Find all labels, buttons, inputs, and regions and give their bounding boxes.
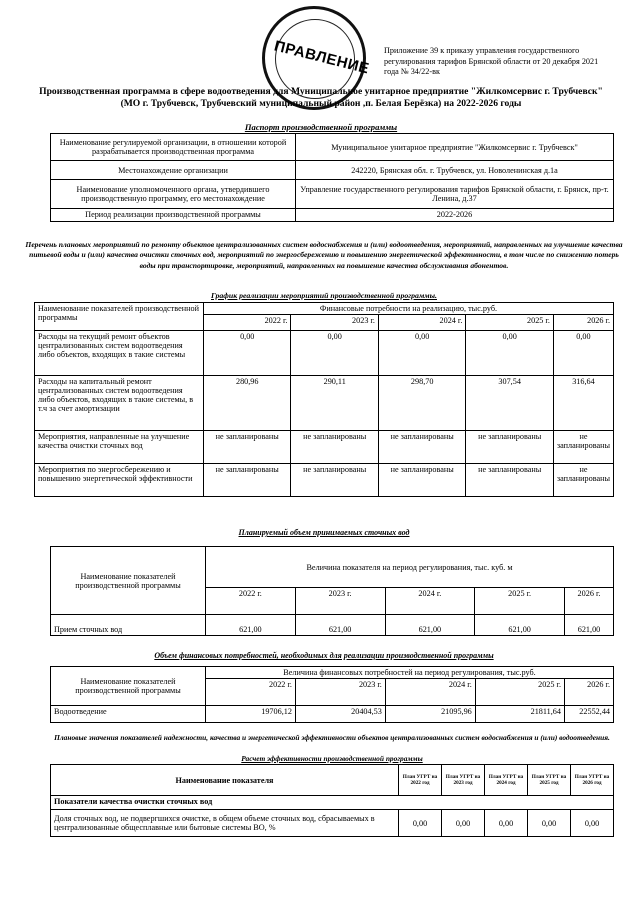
finance-table xyxy=(50,666,614,723)
table-row xyxy=(51,180,614,209)
measures-table xyxy=(34,302,614,497)
year-header: 2025 г. xyxy=(475,679,564,706)
column-header: Наименование показателя xyxy=(51,765,399,796)
table-header-row xyxy=(51,765,614,796)
cell-value: не запланированы xyxy=(204,464,291,497)
year-header: 2022 г. xyxy=(204,315,291,331)
cell-value: 307,54 xyxy=(466,376,554,431)
cell-value: 621,00 xyxy=(206,615,296,636)
group-header: Финансовые потребности на реализацию, тыс.руб. xyxy=(204,303,614,315)
year-header: 2026 г. xyxy=(565,679,614,706)
year-header: 2025 г. xyxy=(466,315,554,331)
plan-header: План УГРТ на 2023 год xyxy=(442,765,485,796)
cell-value: не запланированы xyxy=(291,464,378,497)
cell-value: 0,00 xyxy=(466,331,554,376)
cell-value: 621,00 xyxy=(565,615,614,636)
passport-table xyxy=(50,133,614,222)
cell-value: 621,00 xyxy=(295,615,385,636)
table-row xyxy=(35,376,614,431)
cell-value: 22552,44 xyxy=(565,706,614,723)
column-header: Наименование показателей производственной программы xyxy=(51,667,206,706)
table-row xyxy=(35,464,614,497)
column-header: Наименование показателей производственной программы xyxy=(35,303,204,331)
cell-value: 0,00 xyxy=(204,331,291,376)
cell-value: 0,00 xyxy=(291,331,378,376)
row-label: Расходы на капитальный ремонт централизованных систем водоотведения либо объектов, входящих в такие системы, в т.ч за счет амортизации xyxy=(35,376,204,431)
measures-intro: Перечень плановых мероприятий по ремонту объектов централизованных систем водоснабжения и (или) водоотведения, мероприятий, направленных на улучшение качества питьевой воды и (или) качества очистки сточных вод, мероприятий по энергосбережению и повышению энергетической эффективности, в том числе по снижению потерь воды при транспортировке, мероприятий, направленных на повышение качества обслуживания абонентов. xyxy=(25,240,623,270)
row-label: Доля сточных вод, не подвергшихся очистке, в общем объеме сточных вод, сбрасываемых в централизованные общесплавные или бытовые системы ВО, % xyxy=(51,810,399,837)
table-row xyxy=(51,706,614,723)
title-line-1: Производственная программа в сфере водоотведения для Муниципальное унитарное предприятие "Жилкомсервис г. Трубчевск" xyxy=(39,86,603,97)
cell-value: 0,00 xyxy=(571,810,614,837)
table-row xyxy=(35,431,614,464)
efficiency-table xyxy=(50,764,614,837)
year-header: 2024 г. xyxy=(385,588,475,615)
appendix-note: Приложение 39 к приказу управления государственного регулирования тарифов Брянской области от 20 декабря 2021 года № 34/22-вк xyxy=(384,46,599,77)
table-row xyxy=(51,615,614,636)
cell-value: 21811,64 xyxy=(475,706,564,723)
volume-table xyxy=(50,546,614,636)
cell-value: 0,00 xyxy=(553,331,613,376)
table-row xyxy=(35,331,614,376)
cell-value: не запланированы xyxy=(378,431,465,464)
passport-label: Наименование регулируемой организации, в отношении которой разрабатывается производственная программа xyxy=(51,134,296,161)
finance-heading: Объем финансовых потребностей, необходимых для реализации производственной программы xyxy=(154,651,494,660)
cell-value: 621,00 xyxy=(475,615,565,636)
efficiency-subheading: Расчет эффективности производственной программы xyxy=(241,754,423,763)
cell-value: 21095,96 xyxy=(385,706,475,723)
cell-value: 621,00 xyxy=(385,615,475,636)
cell-value: 0,00 xyxy=(485,810,528,837)
plan-header: План УГРТ на 2025 год xyxy=(528,765,571,796)
cell-value: 0,00 xyxy=(528,810,571,837)
cell-value: не запланированы xyxy=(291,431,378,464)
cell-value: 298,70 xyxy=(378,376,465,431)
row-label: Водоотведение xyxy=(51,706,206,723)
passport-label: Местонахождение организации xyxy=(51,161,296,180)
year-header: 2023 г. xyxy=(295,588,385,615)
efficiency-heading: Плановые значения показателей надежности, качества и энергетической эффективности объектов централизованных систем водоснабжения и (или) водоотведения. xyxy=(54,733,610,742)
cell-value: 280,96 xyxy=(204,376,291,431)
table-row xyxy=(51,161,614,180)
year-header: 2022 г. xyxy=(206,679,296,706)
cell-value: не запланированы xyxy=(204,431,291,464)
cell-value: 19706,12 xyxy=(206,706,296,723)
passport-label: Период реализации производственной программы xyxy=(51,209,296,222)
cell-value: 0,00 xyxy=(399,810,442,837)
row-label: Мероприятия по энергосбережению и повышению энергетической эффективности xyxy=(35,464,204,497)
table-row xyxy=(51,810,614,837)
year-header: 2023 г. xyxy=(291,315,378,331)
schedule-heading: График реализации мероприятий производственной программы. xyxy=(211,291,437,300)
group-header: Величина финансовых потребностей на период регулирования, тыс.руб. xyxy=(206,667,614,679)
volume-heading: Планируемый объем принимаемых сточных вод xyxy=(238,528,410,537)
plan-header: План УГРТ на 2026 год xyxy=(571,765,614,796)
table-header-row xyxy=(51,547,614,588)
cell-value: не запланированы xyxy=(553,431,613,464)
cell-value: 20404,53 xyxy=(295,706,385,723)
table-row xyxy=(51,796,614,810)
passport-heading: Паспорт производственной программы xyxy=(244,122,398,132)
group-row-label: Показатели качества очистки сточных вод xyxy=(51,796,614,810)
cell-value: не запланированы xyxy=(378,464,465,497)
passport-value: 2022-2026 xyxy=(296,209,614,222)
cell-value: 290,11 xyxy=(291,376,378,431)
table-row xyxy=(51,209,614,222)
document-title xyxy=(24,86,618,110)
cell-value: 0,00 xyxy=(442,810,485,837)
title-line-2: (МО г. Трубчевск, Трубчевский муниципальный район ,п. Белая Берёзка) на 2022-2026 годы xyxy=(120,98,522,109)
cell-value: не запланированы xyxy=(466,464,554,497)
cell-value: 316,64 xyxy=(553,376,613,431)
row-label: Мероприятия, направленные на улучшение качества очистки сточных вод xyxy=(35,431,204,464)
cell-value: не запланированы xyxy=(553,464,613,497)
cell-value: не запланированы xyxy=(466,431,554,464)
cell-value: 0,00 xyxy=(378,331,465,376)
passport-value: Муниципальное унитарное предприятие "Жилкомсервис г. Трубчевск" xyxy=(296,134,614,161)
row-label: Прием сточных вод xyxy=(51,615,206,636)
table-header-row xyxy=(51,667,614,679)
column-header: Наименование показателей производственной программы xyxy=(51,547,206,615)
passport-value: Управление государственного регулирования тарифов Брянской области, г. Брянск, пр-т. Ленина, д.37 xyxy=(296,180,614,209)
table-row xyxy=(51,134,614,161)
table-header-row xyxy=(35,303,614,315)
year-header: 2024 г. xyxy=(385,679,475,706)
year-header: 2025 г. xyxy=(475,588,565,615)
row-label: Расходы на текущий ремонт объектов централизованных систем водоотведения либо объектов, входящих в такие системы xyxy=(35,331,204,376)
group-header: Величина показателя на период регулирования, тыс. куб. м xyxy=(206,547,614,588)
plan-header: План УГРТ на 2024 год xyxy=(485,765,528,796)
year-header: 2023 г. xyxy=(295,679,385,706)
passport-value: 242220, Брянская обл. г. Трубчевск, ул. Новоленинская д.1а xyxy=(296,161,614,180)
passport-label: Наименование уполномоченного органа, утвердившего производственную программу, его местонахождение xyxy=(51,180,296,209)
year-header: 2026 г. xyxy=(565,588,614,615)
year-header: 2026 г. xyxy=(553,315,613,331)
plan-header: План УГРТ на 2022 год xyxy=(399,765,442,796)
year-header: 2024 г. xyxy=(378,315,465,331)
stamp-text: ПРАВЛЕНИЕ xyxy=(272,37,372,78)
year-header: 2022 г. xyxy=(206,588,296,615)
